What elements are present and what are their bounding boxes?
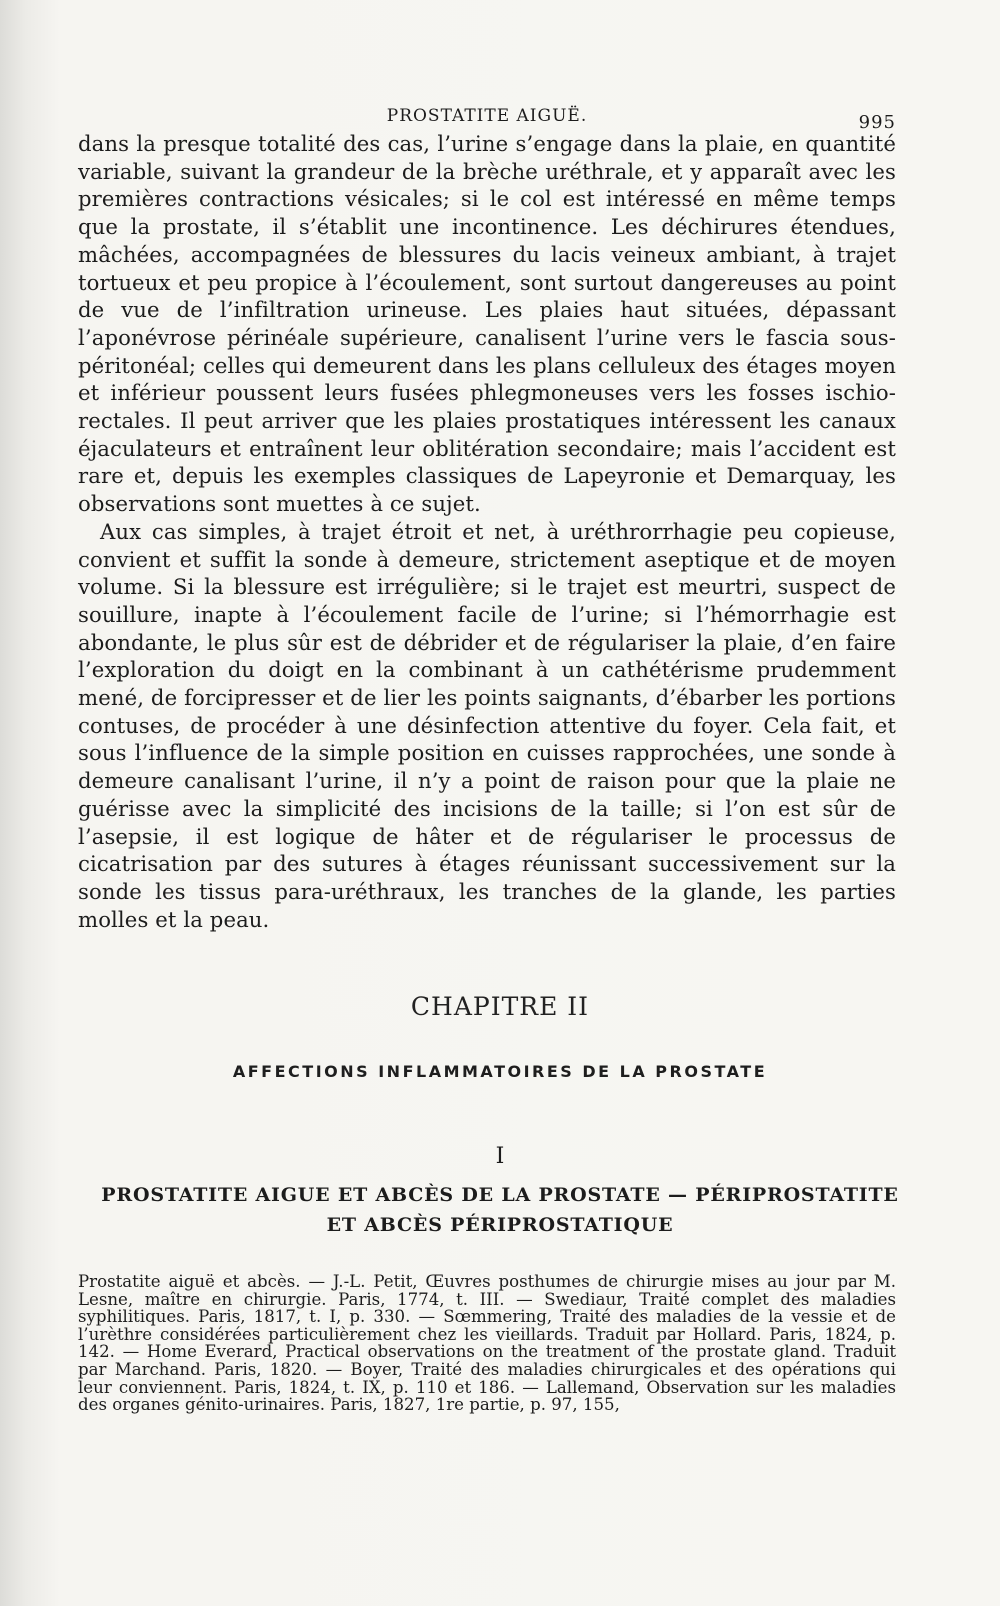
- bibliography: [78, 1273, 896, 1414]
- section-title-line-2: ET ABCÈS PÉRIPROSTATIQUE: [326, 1214, 674, 1236]
- bibliography-text: Prostatite aiguë et abcès. — J.-L. Petit, Œuvres posthumes de chirurgie mises au jour par M. Lesne, maître en chirurgie. Paris, 1774, t. III. — Swediaur, Traité complet des maladies syphilitiques. Paris, 1817, t. I, p. 330. — Sœmmering, Traité des maladies de la vessie et de l’urèthre considérées particulièrement chez les vieillards. Traduit par Hollard. Paris, 1824, p. 142. — Home Everard, Practical observations on the treatment of the prostate gland. Traduit par Marchand. Paris, 1820. — Boyer, Traité des maladies chirurgicales et des opérations qui leur conviennent. Paris, 1824, t. IX, p. 110 et 186. — Lallemand, Observation sur les maladies des organes génito-urinaires. Paris, 1827, 1re partie, p. 97, 155,: [78, 1272, 896, 1415]
- page-number: 995: [858, 112, 896, 133]
- running-title: PROSTATITE AIGUË.: [386, 106, 588, 126]
- chapter-subtitle: AFFECTIONS INFLAMMATOIRES DE LA PROSTATE: [232, 1062, 768, 1081]
- section-number: I: [495, 1144, 505, 1169]
- section-title-line-1: PROSTATITE AIGUE ET ABCÈS DE LA PROSTATE — PÉRIPROSTATITE: [101, 1184, 899, 1206]
- chapter-title: CHAPITRE II: [410, 992, 590, 1021]
- section-title: [0, 1180, 1000, 1240]
- paragraph-2: Aux cas simples, à trajet étroit et net, à uréthrorrhagie peu copieuse, convient et suffit la sonde à demeure, strictement aseptique et de moyen volume. Si la blessure est irrégulière; si le trajet est meurtri, suspect de souillure, inapte à l’écoulement facile de l’urine; si l’hémorrhagie est abondante, le plus sûr est de débrider et de régulariser la plaie, d’en faire l’exploration du doigt en la combinant à un cathétérisme prudemment mené, de forcipresser et de lier les points saignants, d’ébarber les portions contuses, de procéder à une désinfection attentive du foyer. Cela fait, et sous l’influence de la simple position en cuisses rapprochées, une sonde à demeure canalisant l’urine, il n’y a point de raison pour que la plaie ne guérisse avec la simplicité des incisions de la taille; si l’on est sûr de l’asepsie, il est logique de hâter et de régulariser le processus de cicatrisation par des sutures à étages réunissant successivement sur la sonde les tissus para-uréthraux, les tranches de la glande, les parties molles et la peau.: [78, 518, 896, 932]
- body-text: [78, 130, 896, 933]
- paragraph-1: dans la presque totalité des cas, l’urine s’engage dans la plaie, en quantité variable, suivant la grandeur de la brèche uréthrale, et y apparaît avec les premières contractions vésicales; si le col est intéressé en même temps que la prostate, il s’établit une incontinence. Les déchirures étendues, mâchées, accompagnées de blessures du lacis veineux ambiant, à trajet tortueux et peu propice à l’écoulement, sont surtout dangereuses au point de vue de l’infiltration urineuse. Les plaies haut situées, dépassant l’aponévrose périnéale supérieure, canalisent l’urine vers le fascia sous-péritonéal; celles qui demeurent dans les plans celluleux des étages moyen et inférieur poussent leurs fusées phlegmoneuses vers les fosses ischio-rectales. Il peut arriver que les plaies prostatiques intéressent les canaux éjaculateurs et entraînent leur oblitération secondaire; mais l’accident est rare et, depuis les exemples classiques de Lapeyronie et Demarquay, les observations sont muettes à ce sujet.: [78, 131, 896, 517]
